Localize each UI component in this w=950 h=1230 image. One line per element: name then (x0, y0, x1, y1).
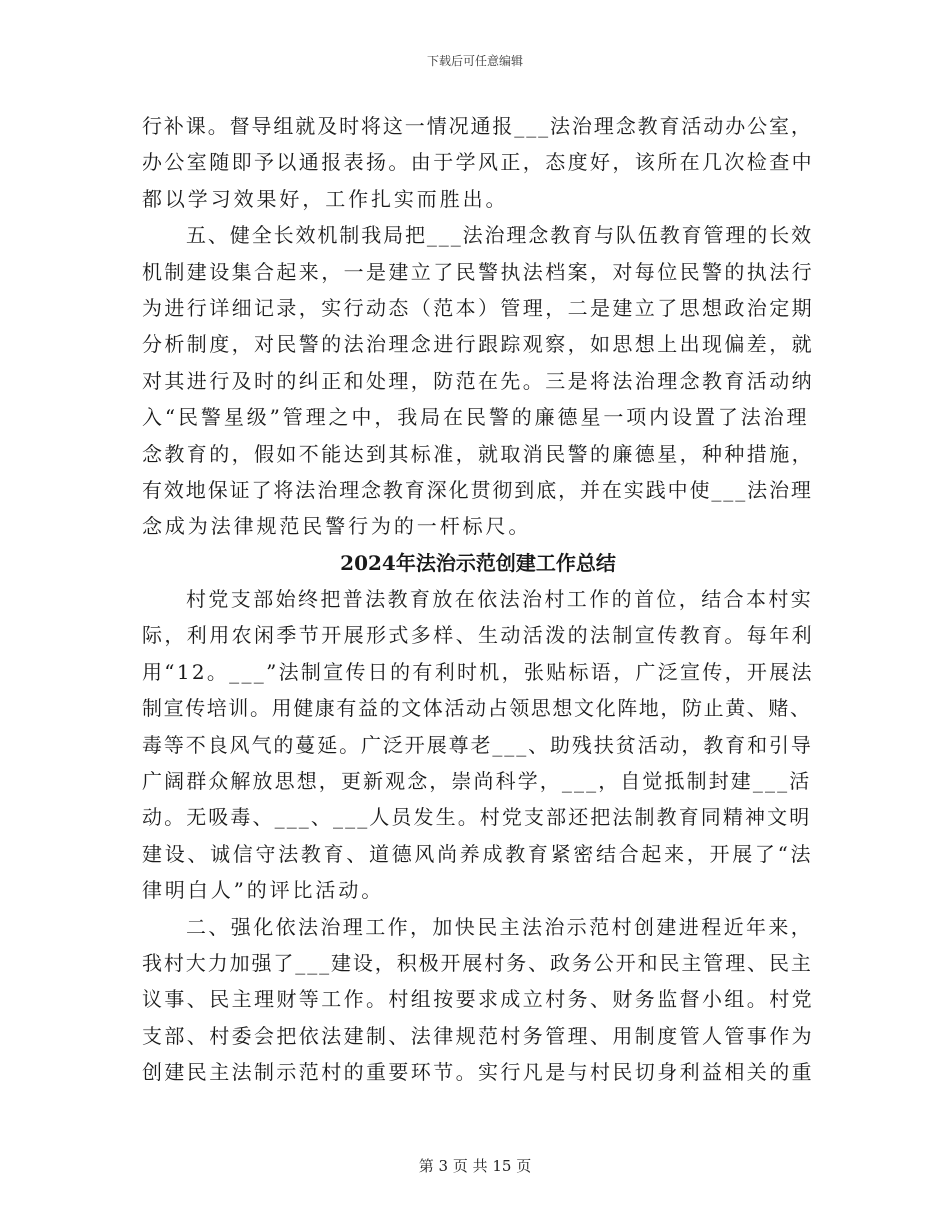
text-line: 制宣传培训。用健康有益的文体活动占领思想文化阵地，防止黄、赌、 (142, 696, 812, 721)
text-line: 支部、村委会把依法建制、法律规范村务管理、用制度管人管事作为 (142, 1023, 814, 1048)
text-line: 机制建设集合起来，一是建立了民警执法档案，对每位民警的执法行 (142, 259, 814, 284)
text-line: 念成为法律规范民警行为的一杆标尺。 (142, 514, 532, 539)
text-line: 用“12。___”法制宣传日的有利时机，张贴标语，广泛宣传，开展法 (142, 659, 814, 684)
text-line: 广阔群众解放思想，更新观念，崇尚科学，___，自觉抵制封建___活 (142, 769, 812, 794)
paragraph-block-1 (142, 108, 814, 545)
text-line: 分析制度，对民警的法治理念进行跟踪观察，如思想上出现偏差，就 (142, 332, 814, 357)
page-footer: 第 3 页 共 15 页 (418, 1157, 532, 1175)
text-line: 行补课。督导组就及时将这一情况通报___法治理念教育活动办公室， (142, 114, 813, 138)
text-line: 村党支部始终把普法教育放在依法治村工作的首位，结合本村实 (186, 587, 814, 612)
text-line: 有效地保证了将法治理念教育深化贯彻到底，并在实践中使___法治理 (142, 477, 813, 502)
text-line: 五、健全长效机制我局把___法治理念教育与队伍教育管理的长效 (186, 223, 813, 248)
text-line: 毒等不良风气的蔓延。广泛开展尊老___、助残扶贫活动，教育和引导 (142, 732, 813, 757)
text-line: 为进行详细记录，实行动态（范本）管理，二是建立了思想政治定期 (142, 295, 814, 320)
text-line: 对其进行及时的纠正和处理，防范在先。三是将法治理念教育活动纳 (142, 368, 814, 393)
text-line: 动。无吸毒、___、___人员发生。村党支部还把法制教育同精神文明 (142, 805, 812, 830)
paragraph-block-2 (142, 581, 814, 1090)
text-line: 建设、诚信守法教育、道德风尚养成教育紧密结合起来，开展了“法 (142, 841, 814, 866)
text-line: 创建民主法制示范村的重要环节。实行凡是与村民切身利益相关的重 (142, 1060, 814, 1085)
text-line: 办公室随即予以通报表扬。由于学风正，态度好，该所在几次检查中 (142, 150, 814, 175)
text-line: 议事、民主理财等工作。村组按要求成立村务、财务监督小组。村党 (142, 987, 814, 1012)
text-line: 二、强化依法治理工作，加快民主法治示范村创建进程近年来， (186, 914, 814, 939)
text-line: 都以学习效果好，工作扎实而胜出。 (142, 186, 509, 211)
text-line: 我村大力加强了___建设，积极开展村务、政务公开和民主管理、民主 (142, 950, 813, 975)
text-line: 念教育的，假如不能达到其标准，就取消民警的廉德星，种种措施， (142, 441, 814, 466)
document-body (142, 108, 814, 1091)
page-header: 下载后可任意编辑 (426, 54, 523, 68)
text-line: 际，利用农闲季节开展形式多样、生动活泼的法制宣传教育。每年利 (142, 623, 814, 648)
text-line: 入“民警星级”管理之中，我局在民警的廉德星一项内设置了法治理 (142, 405, 810, 430)
section-title: 2024年法治示范创建工作总结 (340, 550, 616, 575)
text-line: 律明白人”的评比活动。 (142, 878, 385, 903)
